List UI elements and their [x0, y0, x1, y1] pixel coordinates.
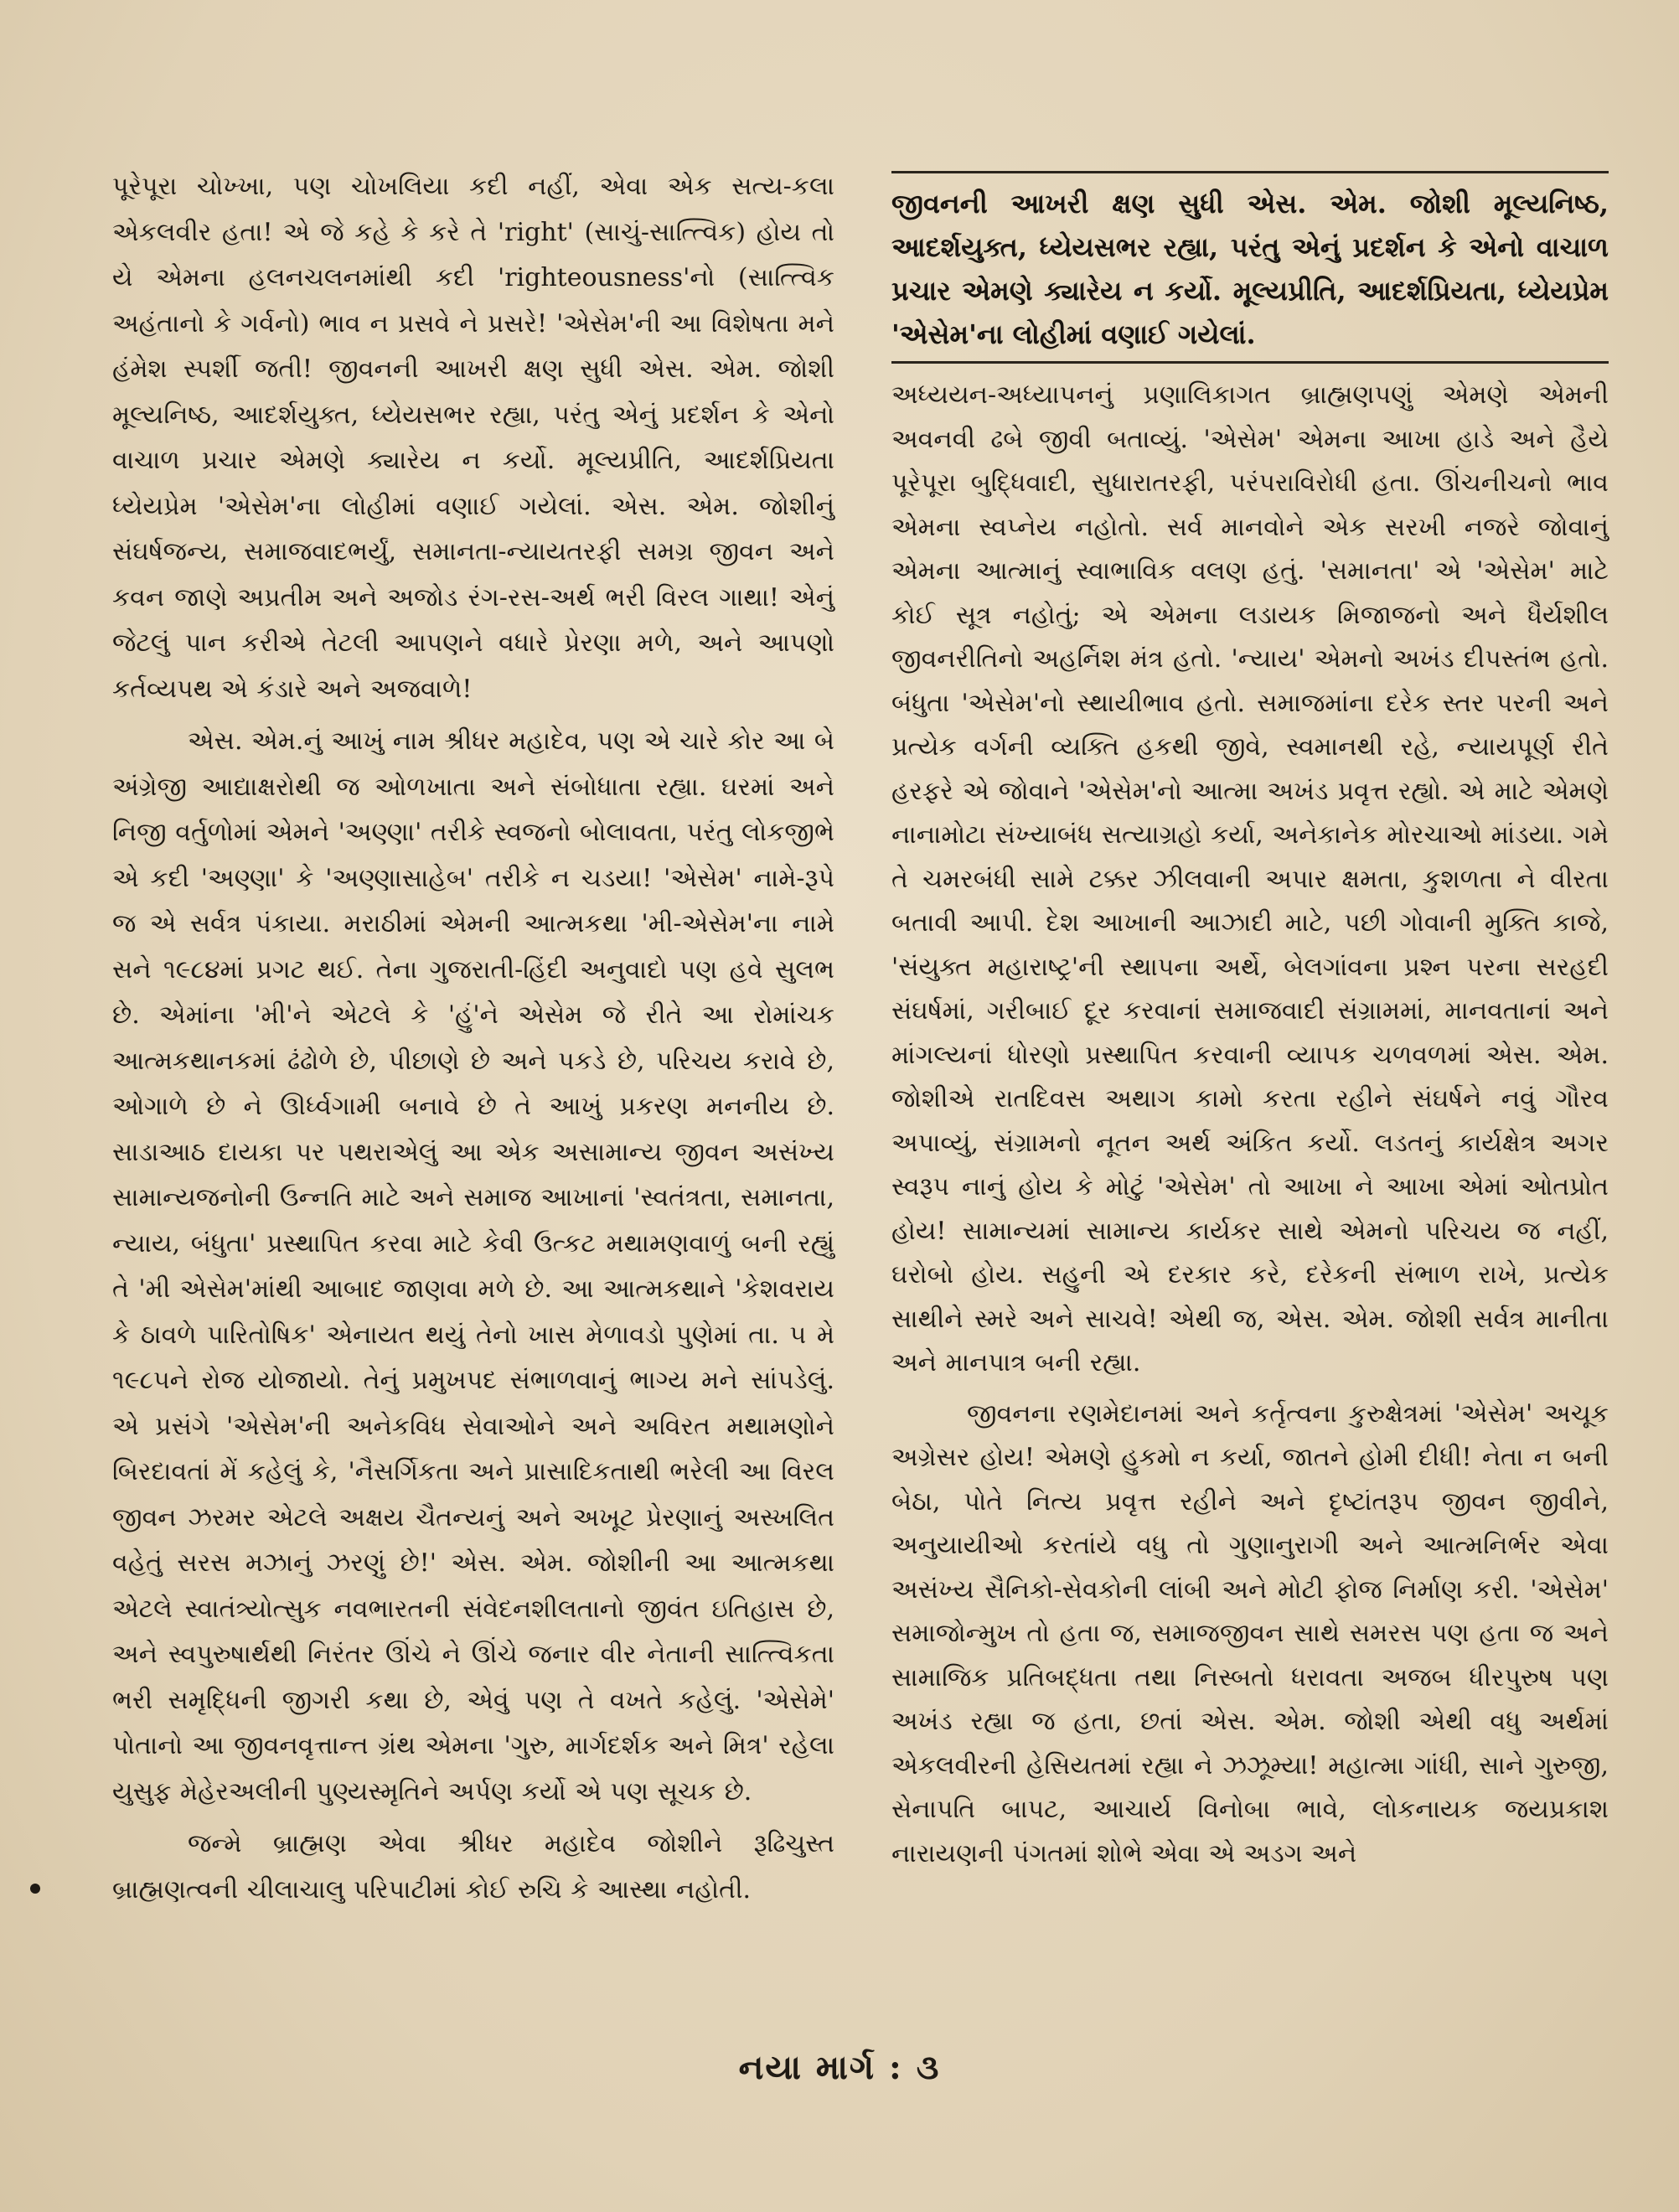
pull-quote-bottom-rule	[891, 361, 1609, 364]
right-body	[891, 374, 1609, 1876]
right-paragraph-2: જીવનના રણમેદાનમાં અને કર્તૃત્વના કુરુક્ષેત્રમાં 'એસેમ' અચૂક અગ્રેસર હોય! એમણે હુકમો ન કર્યા, જાતને હોમી દીધી! નેતા ન બની બેઠા, પોતે નિત્ય પ્રવૃત્ત રહીને અને દૃષ્ટાંતરૂપ જીવન જીવીને, અનુયાયીઓ કરતાંયે વધુ તો ગુણાનુરાગી અને આત્મનિર્ભર એવા અસંખ્ય સૈનિકો-સેવકોની લાંબી અને મોટી ફોજ નિર્માણ કરી. 'એસેમ' સમાજોન્મુખ તો હતા જ, સમાજજીવન સાથે સમરસ પણ હતા જ અને સામાજિક પ્રતિબદ્ધતા તથા નિસ્બતો ધરાવતા અજબ ધીરપુરુષ પણ અખંડ રહ્યા જ હતા, છતાં એસ. એમ. જોશી એથી વધુ અર્થમાં એકલવીરની હેસિયતમાં રહ્યા ને ઝઝૂમ્યા! મહાત્મા ગાંધી, સાને ગુરુજી, સેનાપતિ બાપટ, આચાર્ય વિનોબા ભાવે, લોકનાયક જયપ્રકાશ નારાયણની પંગતમાં શોભે એવા એ અડગ અને	[891, 1398, 1609, 1868]
right-paragraph-1: અધ્યયન-અધ્યાપનનું પ્રણાલિકાગત બ્રાહ્મણપણું એમણે એમની અવનવી ઢબે જીવી બતાવ્યું. 'એસેમ' એમના આખા હાડે અને હૈયે પૂરેપૂરા બુદ્ધિવાદી, સુધારાતરફી, પરંપરાવિરોધી હતા. ઊંચનીચનો ભાવ એમના સ્વપ્નેય નહોતો. સર્વ માનવોને એક સરખી નજરે જોવાનું એમના આત્માનું સ્વાભાવિક વલણ હતું. 'સમાનતા' એ 'એસેમ' માટે કોઈ સૂત્ર નહોતું; એ એમના લડાયક મિજાજનો અને ધૈર્યશીલ જીવનરીતિનો અહર્નિશ મંત્ર હતો. 'ન્યાય' એમનો અખંડ દીપસ્તંભ હતો. બંધુતા 'એસેમ'નો સ્થાયીભાવ હતો. સમાજમાંના દરેક સ્તર પરની અને પ્રત્યેક વર્ગની વ્યક્તિ હકથી જીવે, સ્વમાનથી રહે, ન્યાયપૂર્ણ રીતે હરફરે એ જોવાને 'એસેમ'નો આત્મા અખંડ પ્રવૃત્ત રહ્યો. એ માટે એમણે નાનામોટા સંખ્યાબંધ સત્યાગ્રહો કર્યા, અનેકાનેક મોરચાઓ માંડયા. ગમે તે ચમરબંધી સામે ટક્કર ઝીલવાની અપાર ક્ષમતા, કુશળતા ને વીરતા બતાવી આપી. દેશ આખાની આઝાદી માટે, પછી ગોવાની મુક્તિ કાજે, 'સંયુક્ત મહારાષ્ટ્ર'ની સ્થાપના અર્થે, બેલગાંવના પ્રશ્ન પરના સરહદી સંઘર્ષમાં, ગરીબાઈ દૂર કરવાનાં સમાજવાદી સંગ્રામમાં, માનવતાનાં અને માંગલ્યનાં ધોરણો પ્રસ્થાપિત કરવાની વ્યાપક ચળવળમાં એસ. એમ. જોશીએ રાતદિવસ અથાગ કામો કરતા રહીને સંઘર્ષને નવું ગૌરવ અપાવ્યું, સંગ્રામનો નૂતન અર્થ અંકિત કર્યો. લડતનું કાર્યક્ષેત્ર અગર સ્વરૂપ નાનું હોય કે મોટું 'એસેમ' તો આખા ને આખા એમાં ઓતપ્રોત હોય! સામાન્યમાં સામાન્ય કાર્યકર સાથે એમનો પરિચય જ નહીં, ઘરોબો હોય. સહુની એ દરકાર કરે, દરેકની સંભાળ રાખે, પ્રત્યેક સાથીને સ્મરે અને સાચવે! એથી જ, એસ. એમ. જોશી સર્વત્ર માનીતા અને માનપાત્ર બની રહ્યા.	[891, 380, 1609, 1377]
left-paragraph-2: એસ. એમ.નું આખું નામ શ્રીધર મહાદેવ, પણ એ ચારે કોર આ બે અંગ્રેજી આદ્યાક્ષરોથી જ ઓળખાતા અને સંબોધાતા રહ્યા. ઘરમાં અને નિજી વર્તુળોમાં એમને 'અણ્ણા' તરીકે સ્વજનો બોલાવતા, પરંતુ લોકજીભે એ કદી 'અણ્ણા' કે 'અણ્ણાસાહેબ' તરીકે ન ચડયા! 'એસેમ' નામે-રૂપે જ એ સર્વત્ર પંકાયા. મરાઠીમાં એમની આત્મકથા 'મી-એસેમ'ના નામે સને ૧૯૮૪માં પ્રગટ થઈ. તેના ગુજરાતી-હિંદી અનુવાદો પણ હવે સુલભ છે. એમાંના 'મી'ને એટલે કે 'હું'ને એસેમ જે રીતે આ રોમાંચક આત્મકથાનકમાં ઢંઢોળે છે, પીછાણે છે અને પકડે છે, પરિચય કરાવે છે, ઓગાળે છે ને ઊર્ધ્વગામી બનાવે છે તે આખું પ્રકરણ મનનીય છે. સાડાઆઠ દાયકા પર પથરાએલું આ એક અસામાન્ય જીવન અસંખ્ય સામાન્યજનોની ઉન્નતિ માટે અને સમાજ આખાનાં 'સ્વતંત્રતા, સમાનતા, ન્યાય, બંધુતા' પ્રસ્થાપિત કરવા માટે કેવી ઉત્કટ મથામણવાળું બની રહ્યું તે 'મી એસેમ'માંથી આબાદ જાણવા મળે છે. આ આત્મકથાને 'કેશવરાય કે ઠાવળે પારિતોષિક' એનાયત થયું તેનો ખાસ મેળાવડો પુણેમાં તા. ૫ મે ૧૯૮૫ને રોજ યોજાયો. તેનું પ્રમુખપદ સંભાળવાનું ભાગ્ય મને સાંપડેલું. એ પ્રસંગે 'એસેમ'ની અનેકવિધ સેવાઓને અને અવિરત મથામણોને બિરદાવતાં મેં કહેલું કે, 'નૈસર્ગિકતા અને પ્રાસાદિકતાથી ભરેલી આ વિરલ જીવન ઝરમર એટલે અક્ષય ચૈતન્યનું અને અખૂટ પ્રેરણાનું અસ્ખલિત વહેતું સરસ મઝાનું ઝરણું છે!' એસ. એમ. જોશીની આ આત્મકથા એટલે સ્વાતંત્ર્યોત્સુક નવભારતની સંવેદનશીલતાનો જીવંત ઇતિહાસ છે, અને સ્વપુરુષાર્થથી નિરંતર ઊંચે ને ઊંચે જનાર વીર નેતાની સાત્ત્વિકતા ભરી સમૃદ્ધિની જીગરી કથા છે, એવું પણ તે વખતે કહેલું. 'એસેમે' પોતાનો આ જીવનવૃત્તાન્ત ગ્રંથ એમના 'ગુરુ, માર્ગદર્શક અને મિત્ર' રહેલા યુસુફ મેહેરઅલીની પુણ્યસ્મૃતિને અર્પણ કર્યો એ પણ સૂચક છે.	[112, 726, 834, 1806]
pull-quote-text: જીવનની આખરી ક્ષણ સુધી એસ. એમ. જોશી મૂલ્યનિષ્ઠ, આદર્શયુક્ત, ધ્યેયસભર રહ્યા, પરંતુ એનું પ્રદર્શન કે એનો વાચાળ પ્રચાર એમણે ક્યારેય ન કર્યો. મૂલ્યપ્રીતિ, આદર્શપ્રિયતા, ધ્યેયપ્રેમ 'એસેમ'ના લોહીમાં વણાઈ ગયેલાં.	[891, 188, 1609, 350]
pull-quote-top-rule	[891, 171, 1609, 173]
margin-ink-dot	[30, 1884, 40, 1894]
right-column	[891, 164, 1609, 1876]
left-paragraph-1: પૂરેપૂરા ચોખ્ખા, પણ ચોખલિયા કદી નહીં, એવા એક સત્ય-કલા એકલવીર હતા! એ જે કહે કે કરે તે 'right' (સાચું-સાત્ત્વિક) હોય તો યે એમના હલનચલનમાંથી કદી 'righteousness'નો (સાત્ત્વિક અહંતાનો કે ગર્વનો) ભાવ ન પ્રસવે ને પ્રસરે! 'એસેમ'ની આ વિશેષતા મને હંમેશ સ્પર્શી જતી! જીવનની આખરી ક્ષણ સુધી એસ. એમ. જોશી મૂલ્યનિષ્ઠ, આદર્શયુક્ત, ધ્યેયસભર રહ્યા, પરંતુ એનું પ્રદર્શન કે એનો વાચાળ પ્રચાર એમણે ક્યારેય ન કર્યો. મૂલ્યપ્રીતિ, આદર્શપ્રિયતા ધ્યેયપ્રેમ 'એસેમ'ના લોહીમાં વણાઈ ગયેલાં. એસ. એમ. જોશીનું સંઘર્ષજન્ય, સમાજવાદભર્યું, સમાનતા-ન્યાયતરફી સમગ્ર જીવન અને કવન જાણે અપ્રતીમ અને અજોડ રંગ-રસ-અર્થ ભરી વિરલ ગાથા! એનું જેટલું પાન કરીએ તેટલી આપણને વધારે પ્રેરણા મળે, અને આપણો કર્તવ્યપથ એ કંડારે અને અજવાળે!	[112, 172, 834, 704]
pull-quote-box	[891, 168, 1609, 364]
left-column	[112, 164, 834, 1913]
left-paragraph-3: જન્મે બ્રાહ્મણ એવા શ્રીધર મહાદેવ જોશીને રૂઢિચુસ્ત બ્રાહ્મણત્વની ચીલાચાલુ પરિપાટીમાં કોઈ રુચિ કે આસ્થા નહોતી.	[112, 1829, 834, 1904]
page-footer: નયા માર્ગ : ૩	[738, 2048, 941, 2087]
